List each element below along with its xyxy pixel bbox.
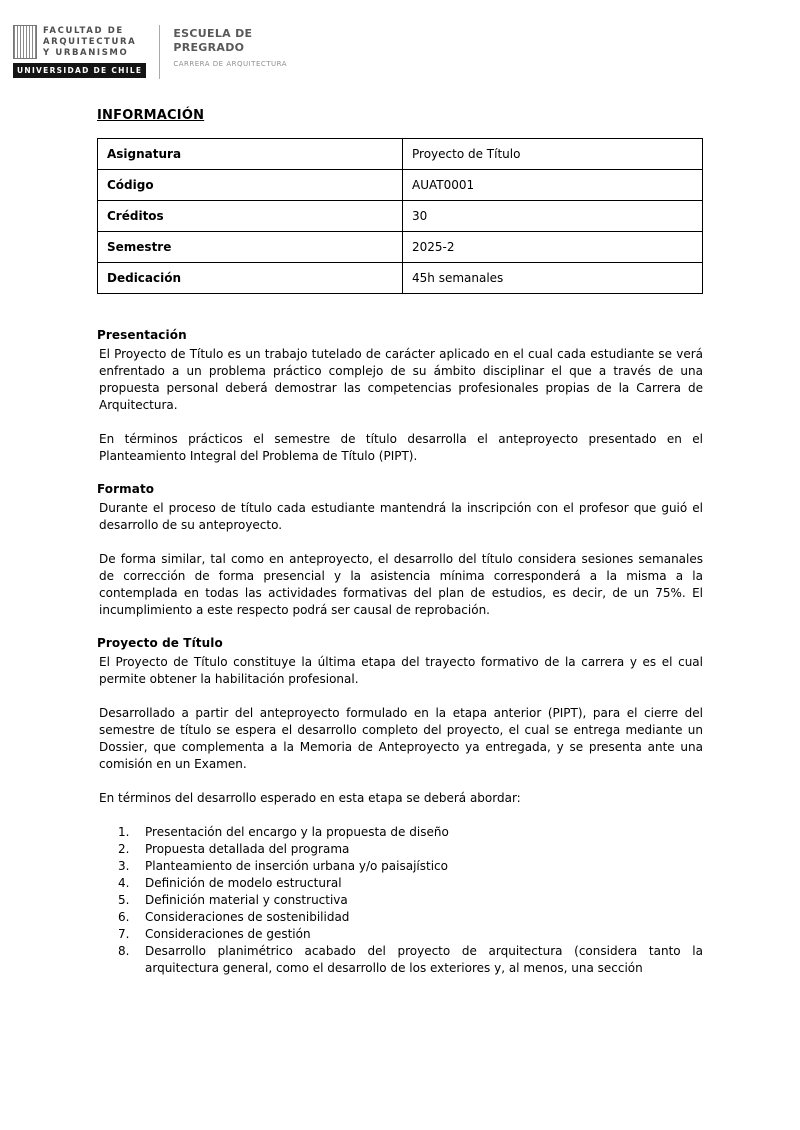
paragraph: En términos prácticos el semestre de título desarrolla el anteproyecto presentado en el Planteamiento Integral del Problema de Título (PIPT).	[99, 432, 703, 463]
table-row	[98, 139, 703, 170]
row-label: Semestre	[98, 232, 403, 263]
table-row	[98, 201, 703, 232]
list-item-number: 8.	[118, 944, 130, 958]
list-item-text: Propuesta detallada del programa	[145, 842, 350, 856]
header	[13, 25, 287, 79]
list-item-text: Desarrollo planimétrico acabado del proyecto de arquitectura (considera tanto la arquitectura general, como el desarrollo de los exteriores y, al menos, una sección	[145, 944, 703, 975]
list-item	[118, 943, 703, 977]
table-row	[98, 263, 703, 294]
row-value: Proyecto de Título	[403, 139, 703, 170]
list-item-number: 3.	[118, 859, 130, 873]
document-content	[97, 108, 703, 977]
section-heading-presentacion: Presentación	[97, 328, 187, 342]
faculty-name-line1: FACULTAD DE	[43, 26, 124, 36]
list-item-number: 1.	[118, 825, 130, 839]
school-name-line1: ESCUELA DE	[173, 27, 253, 40]
course-info-table	[97, 138, 703, 294]
row-label: Créditos	[98, 201, 403, 232]
section-heading-proyecto-de-titulo: Proyecto de Título	[97, 636, 223, 650]
university-logo	[13, 25, 146, 78]
school-name-line2: PREGRADO	[173, 41, 245, 54]
faculty-name-line2: ARQUITECTURA	[43, 37, 137, 47]
deliverables-list	[97, 824, 703, 977]
career-name: CARRERA DE ARQUITECTURA	[173, 60, 288, 68]
row-value: AUAT0001	[403, 170, 703, 201]
list-item-text: Consideraciones de gestión	[145, 927, 311, 941]
list-item-text: Planteamiento de inserción urbana y/o paisajístico	[145, 859, 448, 873]
list-item-text: Definición material y constructiva	[145, 893, 348, 907]
paragraph: Desarrollado a partir del anteproyecto formulado en la etapa anterior (PIPT), para el cierre del semestre de título se espera el desarrollo completo del proyecto, el cual se entrega mediante un Dossier, que complementa a la Memoria de Anteproyecto ya entregada, y se presenta ante una comisión en un Examen.	[99, 706, 703, 771]
faculty-name	[43, 25, 136, 59]
list-item-text: Presentación del encargo y la propuesta de diseño	[145, 825, 449, 839]
logo-top	[13, 25, 146, 59]
section-heading-formato: Formato	[97, 482, 155, 496]
row-label: Código	[98, 170, 403, 201]
list-item-number: 4.	[118, 876, 130, 890]
row-label: Asignatura	[98, 139, 403, 170]
list-item-number: 2.	[118, 842, 130, 856]
list-item-text: Consideraciones de sostenibilidad	[145, 910, 350, 924]
row-value: 45h semanales	[403, 263, 703, 294]
paragraph: El Proyecto de Título constituye la última etapa del trayecto formativo de la carrera y es el cual permite obtener la habilitación profesional.	[99, 655, 703, 686]
faculty-name-line3: Y URBANISMO	[43, 48, 129, 58]
row-value: 30	[403, 201, 703, 232]
paragraph: Durante el proceso de título cada estudiante mantendrá la inscripción con el profesor que guió el desarrollo de su anteproyecto.	[99, 501, 703, 532]
university-name-banner: UNIVERSIDAD DE CHILE	[13, 63, 146, 78]
page-title: INFORMACIÓN	[97, 108, 205, 123]
list-item-number: 7.	[118, 927, 130, 941]
row-value: 2025-2	[403, 232, 703, 263]
list-item	[118, 858, 703, 875]
paragraph: En términos del desarrollo esperado en esta etapa se deberá abordar:	[99, 791, 521, 805]
list-item	[118, 909, 703, 926]
school-block	[159, 25, 287, 79]
list-item	[118, 841, 703, 858]
list-item	[118, 892, 703, 909]
list-item	[118, 875, 703, 892]
paragraph: El Proyecto de Título es un trabajo tutelado de carácter aplicado en el cual cada estudiante se verá enfrentado a un problema práctico complejo de su ámbito disciplinar el que a través de una propuesta personal deberá demostrar las competencias profesionales propias de la Carrera de Arquitectura.	[99, 347, 703, 412]
list-item-text: Definición de modelo estructural	[145, 876, 342, 890]
row-label: Dedicación	[98, 263, 403, 294]
paragraph: De forma similar, tal como en anteproyecto, el desarrollo del título considera sesiones semanales de corrección de forma presencial y la asistencia mínima corresponderá a la misma a la contemplada en todas las actividades formativas del plan de estudios, es decir, de un 75%. El incumplimiento a este respecto podrá ser causal de reprobación.	[99, 552, 703, 617]
list-item-number: 6.	[118, 910, 130, 924]
table-row	[98, 232, 703, 263]
list-item-number: 5.	[118, 893, 130, 907]
fau-emblem-icon	[13, 25, 37, 59]
table-row	[98, 170, 703, 201]
list-item	[118, 824, 703, 841]
list-item	[118, 926, 703, 943]
